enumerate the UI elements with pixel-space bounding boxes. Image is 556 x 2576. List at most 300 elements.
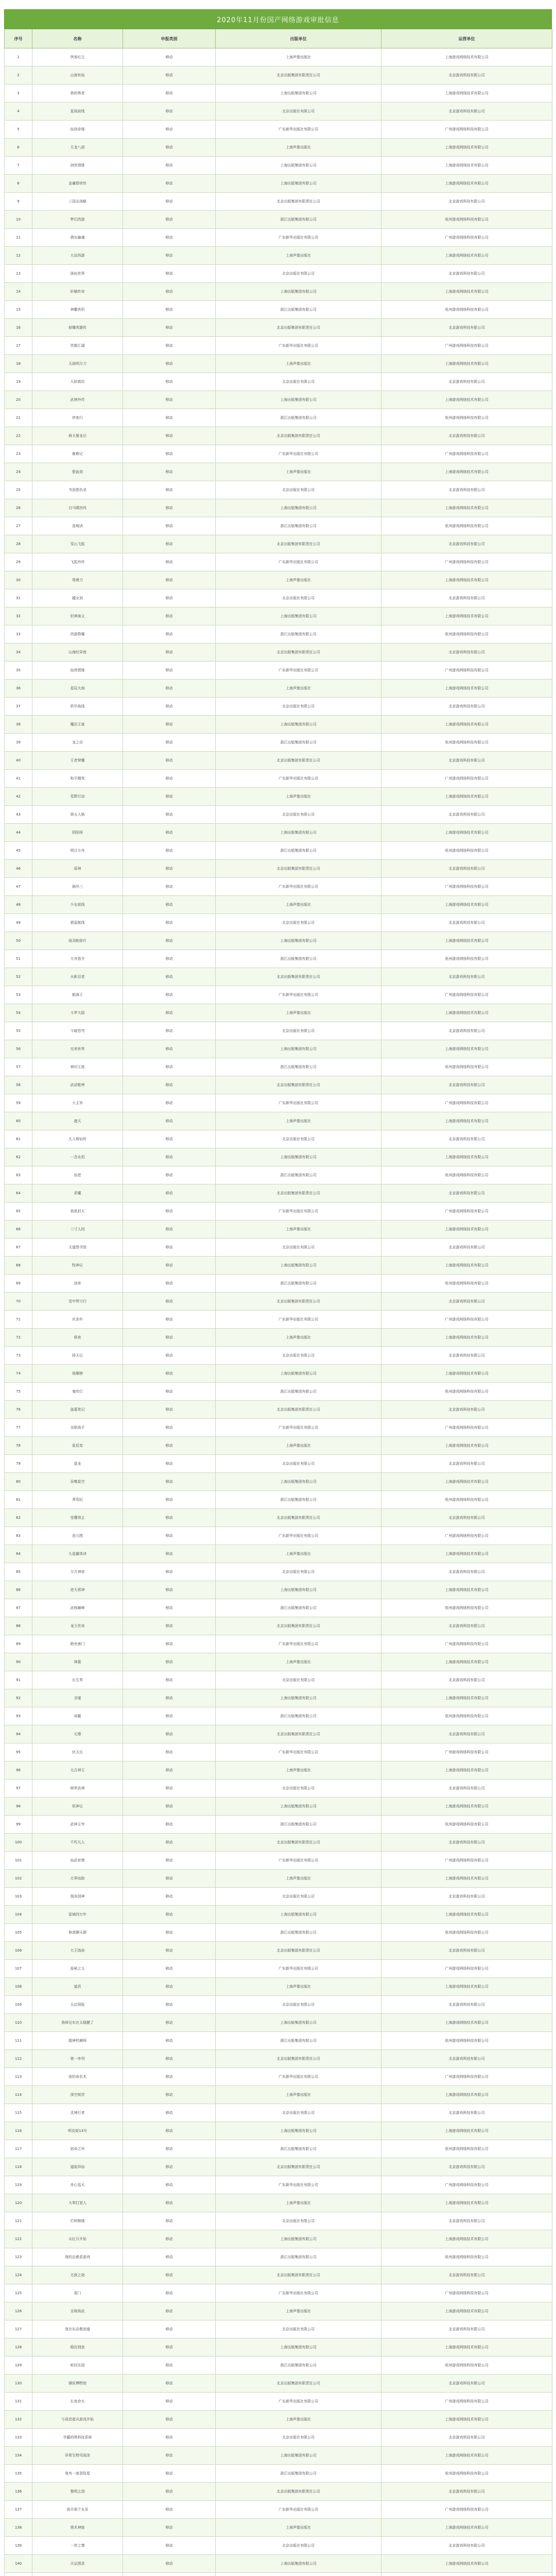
cell-publisher: 北京出版集团有限责任公司 <box>216 1725 381 1743</box>
cell-operator: 北京游戏科技有限公司 <box>381 265 552 283</box>
cell-publisher: 上海出版集团有限公司 <box>216 1473 381 1491</box>
cell-index: 52 <box>5 968 32 986</box>
cell-publisher: 北京出版社有限公司 <box>216 1455 381 1473</box>
table-row <box>5 2573 552 2576</box>
table-row <box>5 2338 552 2357</box>
cell-name: 天龙八部 <box>32 139 123 157</box>
cell-index: 66 <box>5 1221 32 1239</box>
cell-category: 移动 <box>123 2086 216 2104</box>
cell-category: 移动 <box>123 1978 216 1996</box>
cell-publisher: 浙江出版集团有限公司 <box>216 2248 381 2266</box>
cell-name: 沧元图 <box>32 1527 123 1545</box>
cell-publisher: 广东新华出版社有限公司 <box>216 553 381 571</box>
cell-name: 道君 <box>32 1978 123 1996</box>
cell-operator: 广州游戏网络科技有限公司 <box>381 445 552 463</box>
cell-index: 60 <box>5 1112 32 1130</box>
cell-category: 移动 <box>123 1058 216 1076</box>
cell-category: 移动 <box>123 121 216 139</box>
cell-name: 仙武帝尊 <box>32 1852 123 1870</box>
cell-name: 剑侠情缘 <box>32 157 123 175</box>
cell-name: 修罗武神 <box>32 1780 123 1798</box>
cell-operator: 北京游戏科技有限公司 <box>381 2483 552 2501</box>
cell-publisher: 广东新华出版社有限公司 <box>216 1527 381 1545</box>
table-row <box>5 2104 552 2122</box>
table-row <box>5 1419 552 1437</box>
cell-index: 33 <box>5 625 32 643</box>
cell-operator: 北京游戏科技有限公司 <box>381 1725 552 1743</box>
cell-category: 移动 <box>123 1960 216 1978</box>
cell-name: 夜的命名术 <box>32 2068 123 2086</box>
cell-name: 长夜余火 <box>32 2393 123 2411</box>
cell-publisher: 广东新华出版社有限公司 <box>216 1635 381 1653</box>
cell-name: 万族之劫 <box>32 2266 123 2284</box>
cell-publisher: 北京出版集团有限责任公司 <box>216 193 381 211</box>
table-row <box>5 1455 552 1473</box>
cell-category: 移动 <box>123 1761 216 1780</box>
cell-operator: 广州游戏网络科技有限公司 <box>381 770 552 788</box>
cell-index: 89 <box>5 1635 32 1653</box>
cell-name: 连城诀 <box>32 517 123 535</box>
cell-publisher: 浙江出版集团有限公司 <box>216 1275 381 1293</box>
cell-name: 原神 <box>32 860 123 878</box>
cell-operator: 北京游戏科技有限公司 <box>381 1942 552 1960</box>
table-row <box>5 1743 552 1761</box>
cell-publisher: 北京出版社有限公司 <box>216 2429 381 2447</box>
table-row <box>5 968 552 986</box>
cell-publisher: 广东新华出版社有限公司 <box>216 337 381 355</box>
table-row <box>5 2555 552 2573</box>
cell-operator: 广州游戏网络科技有限公司 <box>381 2176 552 2194</box>
cell-publisher: 北京出版集团有限责任公司 <box>216 2266 381 2284</box>
cell-index: 86 <box>5 1581 32 1599</box>
cell-publisher: 广东新华出版社有限公司 <box>216 1960 381 1978</box>
table-row <box>5 1221 552 1239</box>
cell-operator: 上海游戏网络技术有限公司 <box>381 1689 552 1707</box>
cell-publisher: 上海声像出版社 <box>216 1545 381 1563</box>
cell-category: 移动 <box>123 1437 216 1455</box>
cell-name: 镇妖博物馆 <box>32 2375 123 2393</box>
cell-publisher: 北京出版集团有限责任公司 <box>216 319 381 337</box>
cell-category: 移动 <box>123 2194 216 2212</box>
cell-index: 77 <box>5 1419 32 1437</box>
table-row <box>5 1707 552 1725</box>
cell-publisher: 北京出版集团有限责任公司 <box>216 1834 381 1852</box>
cell-name: 庆余年 <box>32 1311 123 1329</box>
cell-operator: 上海游戏网络技术有限公司 <box>381 391 552 409</box>
cell-index: 62 <box>5 1148 32 1166</box>
table-row <box>5 157 552 175</box>
cell-operator: 上海游戏网络技术有限公司 <box>381 139 552 157</box>
cell-name: 和平精英 <box>32 770 123 788</box>
cell-operator: 广州游戏网络科技有限公司 <box>381 1743 552 1761</box>
cell-name: 学霸的黑科技系统 <box>32 2429 123 2447</box>
cell-name: 武神主宰 <box>32 1816 123 1834</box>
cell-operator: 杭州游戏网络科技有限公司 <box>381 950 552 968</box>
table-row <box>5 2122 552 2140</box>
table-row <box>5 2483 552 2501</box>
table-row <box>5 950 552 968</box>
cell-publisher: 北京出版集团有限责任公司 <box>216 1942 381 1960</box>
cell-operator: 上海游戏网络技术有限公司 <box>381 1004 552 1022</box>
cell-publisher: 上海出版集团有限公司 <box>216 1906 381 1924</box>
table-row <box>5 1184 552 1202</box>
cell-category: 移动 <box>123 770 216 788</box>
cell-index: 110 <box>5 2014 32 2032</box>
table-row <box>5 211 552 229</box>
cell-index: 47 <box>5 878 32 896</box>
cell-operator: 上海游戏网络技术有限公司 <box>381 1653 552 1671</box>
table-row <box>5 121 552 139</box>
cell-publisher: 上海出版集团有限公司 <box>216 1365 381 1383</box>
cell-category: 移动 <box>123 463 216 481</box>
cell-operator: 北京游戏科技有限公司 <box>381 1455 552 1473</box>
cell-index: 83 <box>5 1527 32 1545</box>
cell-name: 求魔 <box>32 1184 123 1202</box>
cell-publisher: 广东新华出版社有限公司 <box>216 1852 381 1870</box>
cell-index: 106 <box>5 1942 32 1960</box>
cell-index: 16 <box>5 319 32 337</box>
cell-index: 130 <box>5 2375 32 2393</box>
cell-operator: 上海游戏网络技术有限公司 <box>381 1437 552 1455</box>
table-row <box>5 842 552 860</box>
cell-operator: 上海游戏网络技术有限公司 <box>381 1112 552 1130</box>
cell-name: 阴阳师 <box>32 824 123 842</box>
cell-operator: 上海游戏网络技术有限公司 <box>381 2122 552 2140</box>
cell-category: 移动 <box>123 2357 216 2375</box>
cell-publisher: 浙江出版集团有限公司 <box>216 1924 381 1942</box>
cell-operator: 广州游戏网络科技有限公司 <box>381 1311 552 1329</box>
cell-index: 54 <box>5 1004 32 1022</box>
cell-operator: 北京游戏科技有限公司 <box>381 1563 552 1581</box>
cell-name: 诛仙世界 <box>32 265 123 283</box>
cell-index: 1 <box>5 48 32 66</box>
cell-operator: 上海游戏网络技术有限公司 <box>381 463 552 481</box>
cell-category: 移动 <box>123 878 216 896</box>
table-row <box>5 1239 552 1257</box>
table-row <box>5 2465 552 2483</box>
cell-category: 移动 <box>123 1148 216 1166</box>
cell-name: 灭运图录 <box>32 2555 123 2573</box>
cell-operator: 杭州游戏网络科技有限公司 <box>381 1924 552 1942</box>
cell-operator: 上海游戏网络技术有限公司 <box>381 932 552 950</box>
table-row <box>5 1383 552 1401</box>
cell-index: 118 <box>5 2158 32 2176</box>
cell-publisher: 上海出版集团有限公司 <box>216 1689 381 1707</box>
cell-name: 牧神记 <box>32 1257 123 1275</box>
cell-name: 烂柯棋缘 <box>32 2212 123 2230</box>
cell-publisher: 浙江出版集团有限公司 <box>216 2357 381 2375</box>
cell-operator: 上海游戏网络技术有限公司 <box>381 2411 552 2429</box>
cell-index: 92 <box>5 1689 32 1707</box>
cell-index: 139 <box>5 2537 32 2555</box>
table-row <box>5 1942 552 1960</box>
cell-index: 21 <box>5 409 32 427</box>
cell-operator: 上海游戏网络技术有限公司 <box>381 680 552 698</box>
cell-index: 96 <box>5 1761 32 1780</box>
cell-name: 天涯明月刀 <box>32 355 123 373</box>
cell-publisher: 北京出版社有限公司 <box>216 1347 381 1365</box>
table-row <box>5 896 552 914</box>
cell-operator: 北京游戏科技有限公司 <box>381 1239 552 1257</box>
cell-operator: 北京游戏科技有限公司 <box>381 2429 552 2447</box>
cell-name: 异常生物见闻录 <box>32 2447 123 2465</box>
cell-publisher: 上海出版集团有限公司 <box>216 2122 381 2140</box>
cell-name: 完美世界 <box>32 1040 123 1058</box>
cell-name: 山海经异兽 <box>32 643 123 662</box>
table-row <box>5 2248 552 2266</box>
cell-index: 76 <box>5 1401 32 1419</box>
cell-publisher: 上海声像出版社 <box>216 1870 381 1888</box>
cell-publisher: 广东新华出版社有限公司 <box>216 1419 381 1437</box>
cell-category: 移动 <box>123 2014 216 2032</box>
cell-index: 61 <box>5 1130 32 1148</box>
cell-publisher: 上海出版集团有限公司 <box>216 2230 381 2248</box>
cell-index: 78 <box>5 1437 32 1455</box>
cell-index: 17 <box>5 337 32 355</box>
cell-publisher: 上海出版集团有限公司 <box>216 1581 381 1599</box>
cell-index: 31 <box>5 589 32 607</box>
cell-name: 我有一座冒险屋 <box>32 2465 123 2483</box>
cell-operator: 上海游戏网络技术有限公司 <box>381 1473 552 1491</box>
cell-publisher: 浙江出版集团有限公司 <box>216 1707 381 1725</box>
cell-operator: 上海游戏网络技术有限公司 <box>381 2519 552 2537</box>
cell-category: 移动 <box>123 2104 216 2122</box>
cell-publisher: 上海声像出版社 <box>216 1329 381 1347</box>
column-header: 运营单位 <box>381 29 552 48</box>
cell-name: 万界仙踪 <box>32 1870 123 1888</box>
cell-index: 70 <box>5 1293 32 1311</box>
cell-index: 57 <box>5 1058 32 1076</box>
cell-index: 114 <box>5 2086 32 2104</box>
table-row <box>5 788 552 806</box>
cell-publisher: 上海出版集团有限公司 <box>216 932 381 950</box>
cell-operator: 上海游戏网络技术有限公司 <box>381 283 552 301</box>
cell-name: 全职高手 <box>32 1419 123 1437</box>
cell-operator: 北京游戏科技有限公司 <box>381 914 552 932</box>
cell-operator: 北京游戏科技有限公司 <box>381 535 552 553</box>
cell-operator: 北京游戏科技有限公司 <box>381 1996 552 2014</box>
cell-name: 斗破苍穹 <box>32 1022 123 1040</box>
cell-publisher: 北京出版社有限公司 <box>216 265 381 283</box>
cell-category: 移动 <box>123 2266 216 2284</box>
table-row <box>5 1166 552 1184</box>
table-row <box>5 2393 552 2411</box>
cell-operator: 杭州游戏网络科技有限公司 <box>381 1491 552 1509</box>
cell-name: 琅琊榜 <box>32 1365 123 1383</box>
cell-publisher: 北京出版社有限公司 <box>216 698 381 716</box>
cell-publisher: 上海出版集团有限公司 <box>216 2555 381 2573</box>
table-row <box>5 2230 552 2248</box>
cell-name: 三国志战略 <box>32 193 123 211</box>
table-row <box>5 499 552 517</box>
cell-category: 移动 <box>123 2320 216 2338</box>
cell-index: 124 <box>5 2266 32 2284</box>
cell-name: 大话西游 <box>32 247 123 265</box>
cell-publisher: 北京出版集团有限责任公司 <box>216 2050 381 2068</box>
cell-name: 航海王 <box>32 986 123 1004</box>
cell-index: 32 <box>5 607 32 625</box>
cell-name: 雪山飞狐 <box>32 535 123 553</box>
cell-operator: 上海游戏网络技术有限公司 <box>381 1906 552 1924</box>
cell-name: 仙侠情缘 <box>32 662 123 680</box>
cell-index: 131 <box>5 2393 32 2411</box>
cell-category: 移动 <box>123 1563 216 1581</box>
cell-name: 修真聊天群 <box>32 1924 123 1942</box>
table-row <box>5 1617 552 1635</box>
cell-operator: 杭州游戏网络科技有限公司 <box>381 1599 552 1617</box>
table-row <box>5 1545 552 1563</box>
table-row <box>5 1004 552 1022</box>
cell-category: 移动 <box>123 1888 216 1906</box>
cell-operator: 上海游戏网络技术有限公司 <box>381 607 552 625</box>
table-row <box>5 2032 552 2050</box>
cell-operator: 上海游戏网络技术有限公司 <box>381 1545 552 1563</box>
table-row <box>5 2158 552 2176</box>
table-row <box>5 139 552 157</box>
cell-operator: 上海游戏网络技术有限公司 <box>381 2230 552 2248</box>
cell-name: 越女剑 <box>32 589 123 607</box>
cell-operator: 上海游戏网络技术有限公司 <box>381 1221 552 1239</box>
cell-index: 28 <box>5 535 32 553</box>
cell-name: 射雕英雄传 <box>32 319 123 337</box>
cell-category: 移动 <box>123 391 216 409</box>
cell-operator: 杭州游戏网络科技有限公司 <box>381 1275 552 1293</box>
cell-index: 95 <box>5 1743 32 1761</box>
cell-name: 白马啸西风 <box>32 499 123 517</box>
cell-index: 85 <box>5 1563 32 1581</box>
table-row <box>5 1689 552 1707</box>
cell-publisher: 北京出版社有限公司 <box>216 1239 381 1257</box>
cell-publisher: 上海出版集团有限公司 <box>216 1257 381 1275</box>
cell-publisher: 北京出版集团有限责任公司 <box>216 860 381 878</box>
cell-publisher: 浙江出版集团有限公司 <box>216 517 381 535</box>
cell-category: 移动 <box>123 1942 216 1960</box>
cell-index: 40 <box>5 752 32 770</box>
cell-operator: 北京游戏科技有限公司 <box>381 806 552 824</box>
cell-publisher: 浙江出版集团有限公司 <box>216 409 381 427</box>
cell-index: 79 <box>5 1455 32 1473</box>
page-title: 2020年11月份国产网络游戏审批信息 <box>4 9 552 29</box>
cell-publisher: 浙江出版集团有限公司 <box>216 734 381 752</box>
cell-category: 移动 <box>123 157 216 175</box>
cell-name: 三寸人间 <box>32 1221 123 1239</box>
cell-publisher: 北京出版集团有限责任公司 <box>216 1401 381 1419</box>
cell-operator: 杭州游戏网络科技有限公司 <box>381 842 552 860</box>
cell-name: 倩女幽魂 <box>32 229 123 247</box>
cell-operator: 杭州游戏网络科技有限公司 <box>381 1058 552 1076</box>
cell-publisher: 浙江出版集团有限公司 <box>216 1816 381 1834</box>
cell-name: 一念永恒 <box>32 1148 123 1166</box>
cell-category: 移动 <box>123 1689 216 1707</box>
cell-operator: 杭州游戏网络科技有限公司 <box>381 2357 552 2375</box>
cell-category: 移动 <box>123 1257 216 1275</box>
cell-category: 移动 <box>123 2375 216 2393</box>
cell-index: 104 <box>5 1906 32 1924</box>
cell-operator <box>381 2573 552 2576</box>
cell-index: 63 <box>5 1166 32 1184</box>
cell-index: 84 <box>5 1545 32 1563</box>
table-row <box>5 770 552 788</box>
cell-name: 少女前线 <box>32 896 123 914</box>
cell-operator: 广州游戏网络科技有限公司 <box>381 878 552 896</box>
cell-index <box>5 2573 32 2576</box>
cell-index: 39 <box>5 734 32 752</box>
cell-publisher: 北京出版集团有限责任公司 <box>216 968 381 986</box>
cell-index: 97 <box>5 1780 32 1798</box>
cell-publisher: 上海声像出版社 <box>216 1112 381 1130</box>
cell-name: 超神机械师 <box>32 2032 123 2050</box>
cell-operator: 北京游戏科技有限公司 <box>381 643 552 662</box>
cell-category: 移动 <box>123 2050 216 2068</box>
cell-publisher: 上海出版集团有限公司 <box>216 2447 381 2465</box>
table-row <box>5 1653 552 1671</box>
cell-category: 移动 <box>123 788 216 806</box>
cell-category: 移动 <box>123 48 216 66</box>
cell-category: 移动 <box>123 1581 216 1599</box>
cell-index: 138 <box>5 2519 32 2537</box>
cell-category: 移动 <box>123 1834 216 1852</box>
cell-name: 金庸群侠传 <box>32 175 123 193</box>
cell-publisher: 上海声像出版社 <box>216 1221 381 1239</box>
cell-index: 129 <box>5 2357 32 2375</box>
cell-index: 18 <box>5 355 32 373</box>
cell-publisher: 上海声像出版社 <box>216 680 381 698</box>
cell-name: 鬼吹灯 <box>32 1383 123 1401</box>
cell-publisher: 北京出版社有限公司 <box>216 373 381 391</box>
table-row <box>5 2357 552 2375</box>
cell-name: 崩坏三 <box>32 878 123 896</box>
cell-index: 41 <box>5 770 32 788</box>
cell-operator: 广州游戏网络科技有限公司 <box>381 986 552 1004</box>
cell-index: 5 <box>5 121 32 139</box>
cell-publisher: 上海声像出版社 <box>216 2411 381 2429</box>
cell-category: 移动 <box>123 1852 216 1870</box>
cell-index: 51 <box>5 950 32 968</box>
cell-operator: 广州游戏网络科技有限公司 <box>381 1527 552 1545</box>
table-row <box>5 1491 552 1509</box>
cell-category: 移动 <box>123 2212 216 2230</box>
cell-publisher: 广东新华出版社有限公司 <box>216 2068 381 2086</box>
cell-category: 移动 <box>123 2176 216 2194</box>
cell-name: 莽荒纪 <box>32 1491 123 1509</box>
cell-category: 移动 <box>123 337 216 355</box>
table-row <box>5 2537 552 2555</box>
cell-name: 封神演义 <box>32 607 123 625</box>
table-row <box>5 553 552 571</box>
table-row <box>5 409 552 427</box>
cell-index: 119 <box>5 2176 32 2194</box>
cell-name: 九阴真经 <box>32 373 123 391</box>
cell-category: 移动 <box>123 1383 216 1401</box>
cell-category: 移动 <box>123 824 216 842</box>
cell-publisher: 上海声像出版社 <box>216 463 381 481</box>
cell-operator: 上海游戏网络技术有限公司 <box>381 1257 552 1275</box>
cell-name: 明日方舟 <box>32 842 123 860</box>
cell-name: 遮天 <box>32 1112 123 1130</box>
table-row <box>5 1401 552 1419</box>
cell-operator: 杭州游戏网络科技有限公司 <box>381 2140 552 2158</box>
table-row <box>5 319 552 337</box>
cell-index: 135 <box>5 2465 32 2483</box>
cell-category <box>123 2573 216 2576</box>
cell-category: 移动 <box>123 1491 216 1509</box>
cell-publisher: 上海出版集团有限公司 <box>216 716 381 734</box>
cell-operator: 北京游戏科技有限公司 <box>381 2104 552 2122</box>
cell-publisher: 北京出版集团有限责任公司 <box>216 535 381 553</box>
cell-category: 移动 <box>123 1112 216 1130</box>
cell-publisher: 北京出版集团有限责任公司 <box>216 2375 381 2393</box>
cell-category: 移动 <box>123 1545 216 1563</box>
